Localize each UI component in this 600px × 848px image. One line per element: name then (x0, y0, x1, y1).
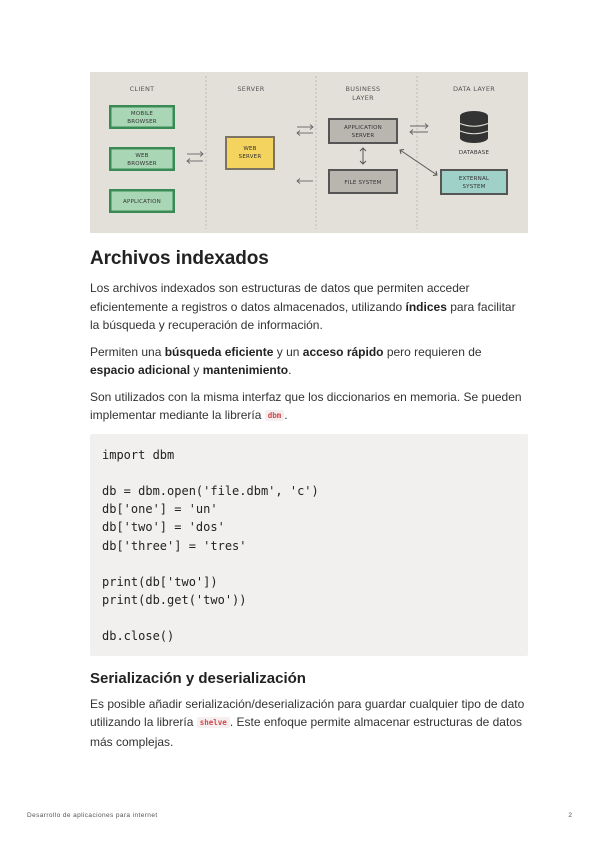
p3-text-b: . (284, 408, 288, 422)
p3-text-a: Son utilizados con la misma interfaz que los diccionarios en memoria. Se pueden implementar mediante la librería (90, 389, 522, 422)
col-header-business: BUSINESS (345, 85, 381, 93)
col-header-client: CLIENT (129, 85, 155, 93)
web-browser-box (109, 147, 175, 171)
code-line: db['three'] = 'tres' (102, 538, 247, 553)
code-line: db['two'] = 'dos' (102, 520, 225, 535)
subsection-title: Serialización y deserialización (90, 669, 306, 687)
file-system-box (328, 169, 398, 194)
p2-bold-2: acceso rápido (302, 344, 384, 359)
col-header-business-line2: LAYER (352, 94, 374, 102)
paragraph-dbm-usage (90, 388, 528, 426)
code-block (90, 434, 528, 656)
code-line (102, 609, 516, 627)
footer-page-number: 2 (568, 812, 572, 819)
footer-course-title: Desarrollo de aplicaciones para internet (27, 812, 158, 819)
code-line: import dbm (102, 447, 175, 462)
p2-bold-4: mantenimiento (202, 363, 289, 377)
application-server-box (328, 118, 398, 144)
app-server-line2: SERVER (351, 133, 375, 139)
ser-text-b: . Este enfoque permite almacenar estructuras de datos más complejas. (90, 715, 522, 749)
p2-text-4: y (190, 363, 203, 377)
main-content (90, 248, 528, 759)
mobile-browser-line1: MOBILE (130, 111, 154, 117)
p2-bold-1: búsqueda eficiente (164, 344, 274, 359)
external-system-line1: EXTERNAL (458, 176, 490, 182)
paragraph-serialization (90, 695, 528, 752)
arrow-server-filesystem (297, 179, 313, 184)
code-line: db = dbm.open('file.dbm', 'c') (102, 483, 319, 498)
web-server-line1: WEB (243, 146, 257, 152)
application-label: APPLICATION (123, 199, 161, 205)
architecture-diagram-svg (90, 72, 528, 233)
inline-code-dbm: dbm (265, 410, 285, 421)
paragraph-indexed-intro (90, 279, 528, 335)
external-system-box (440, 169, 508, 195)
arrow-appserver-filesystem (360, 148, 366, 164)
code-line: print(db['two']) (102, 574, 218, 589)
arrow-server-appserver (297, 125, 313, 136)
ser-text-a: Es posible añadir serialización/deserialización para guardar cualquier tipo de dato utilizando la librería (90, 696, 525, 730)
code-line (102, 464, 516, 482)
mobile-browser-line2: BROWSER (127, 119, 157, 125)
arrow-appserver-external (400, 150, 437, 176)
web-server-box (225, 136, 275, 170)
code-line (102, 555, 516, 573)
application-box (109, 189, 175, 213)
arrow-appserver-database (410, 124, 428, 135)
paragraph-indexed-features (90, 343, 528, 380)
database-label: DATABASE (458, 150, 490, 156)
arrow-client-server (187, 152, 203, 164)
architecture-diagram (90, 72, 528, 233)
col-header-server: SERVER (237, 85, 265, 93)
web-browser-line2: BROWSER (127, 161, 157, 167)
file-system-label: FILE SYSTEM (344, 180, 382, 186)
external-system-line2: SYSTEM (462, 184, 486, 190)
p2-text-1: Permiten una (90, 344, 165, 359)
mobile-browser-box (109, 105, 175, 129)
p1-bold-indices: índices (405, 299, 447, 314)
p1-text-b: para facilitar la búsqueda y recuperación de información. (90, 299, 516, 332)
database-icon (460, 111, 488, 143)
col-header-data: DATA LAYER (452, 85, 496, 93)
p1-text-a: Los archivos indexados son estructuras de datos que permiten acceder eficientemente a registros o datos almacenados, utilizando (90, 281, 470, 314)
code-line: db['one'] = 'un' (102, 502, 218, 517)
code-line: db.close() (102, 629, 175, 644)
p2-text-5: . (288, 363, 292, 377)
p2-text-2: y un (273, 344, 303, 359)
section-title: Archivos indexados (90, 248, 269, 269)
web-server-line2: SERVER (238, 154, 262, 160)
inline-code-shelve: shelve (197, 717, 230, 728)
app-server-line1: APPLICATION (344, 125, 382, 131)
p2-bold-3: espacio adicional (90, 363, 191, 377)
p2-text-3: pero requieren de (383, 344, 482, 359)
code-line: print(db.get('two')) (102, 593, 247, 608)
web-browser-line1: WEB (135, 153, 149, 159)
